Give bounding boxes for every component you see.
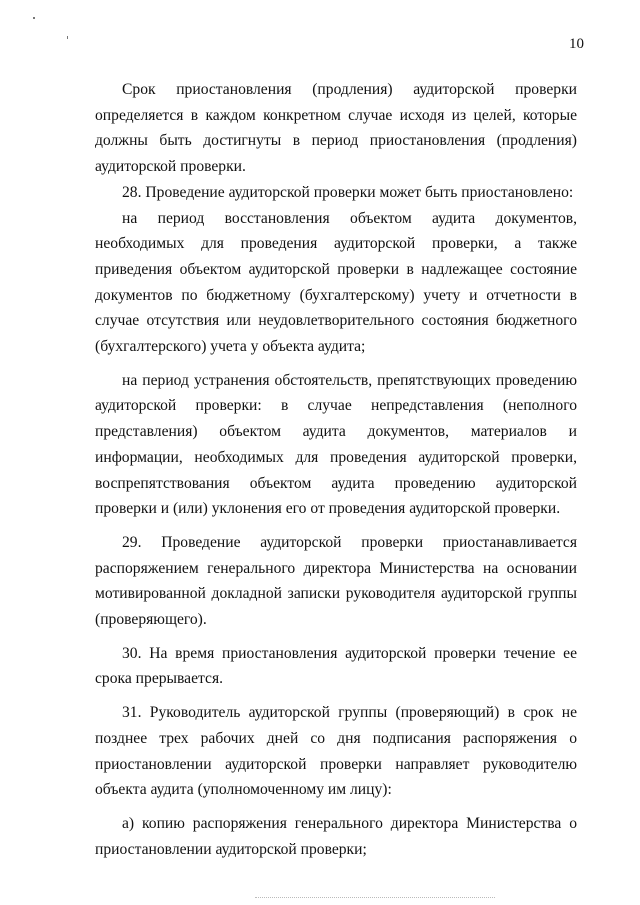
paragraph-31: 31. Руководитель аудиторской группы (проверяющий) в срок не позднее трех рабочих дней со дня подписания распоряжения о приостановлении аудиторской проверки направляет руководителю объекта аудита (уполномоченному им лицу): [95, 704, 577, 799]
paragraph-29: 29. Проведение аудиторской проверки приостанавливается распоряжением генерального директора Министерства на основании мотивированной докладной записки руководителя аудиторской группы (проверяющего). [95, 533, 577, 629]
paragraph-circumstances-removal: на период устранения обстоятельств, препятствующих проведению аудиторской проверки: в случае непредставления (неполного представления) объектом аудита документов, материалов и информации, необходимых для проведения аудиторской проверки, воспрепятствования объектом аудита проведению аудиторской проверки и (или) уклонения его от проведения аудиторской проверки. [95, 371, 577, 518]
scan-speck [67, 36, 68, 39]
paragraph-31a: а) копию распоряжения генерального директора Министерства о приостановлении аудиторской проверки; [95, 814, 577, 858]
paragraph-suspension-term: Срок приостановления (продления) аудиторской проверки определяется в каждом конкретном случае исходя из целей, которые должны быть достигнуты в период приостановления (продления) аудиторской проверки. [95, 81, 577, 176]
scan-speck [33, 17, 35, 19]
paragraph-30: 30. На время приостановления аудиторской проверки течение ее срока прерывается. [95, 644, 577, 688]
page-number: 10 [569, 36, 584, 52]
document-body [95, 77, 577, 862]
paragraph-document-restoration: на период восстановления объектом аудита документов, необходимых для проведения аудиторской проверки, а также приведения объектом аудиторской проверки в надлежащее состояние документов по бюджетному (бухгалтерскому) учету и отчетности в случае отсутствия или неудовлетворительного состояния бюджетного (бухгалтерского) учета у объекта аудита; [95, 209, 577, 356]
scan-bottom-edge [255, 897, 495, 899]
paragraph-28-heading: 28. Проведение аудиторской проверки может быть приостановлено: [122, 183, 574, 201]
